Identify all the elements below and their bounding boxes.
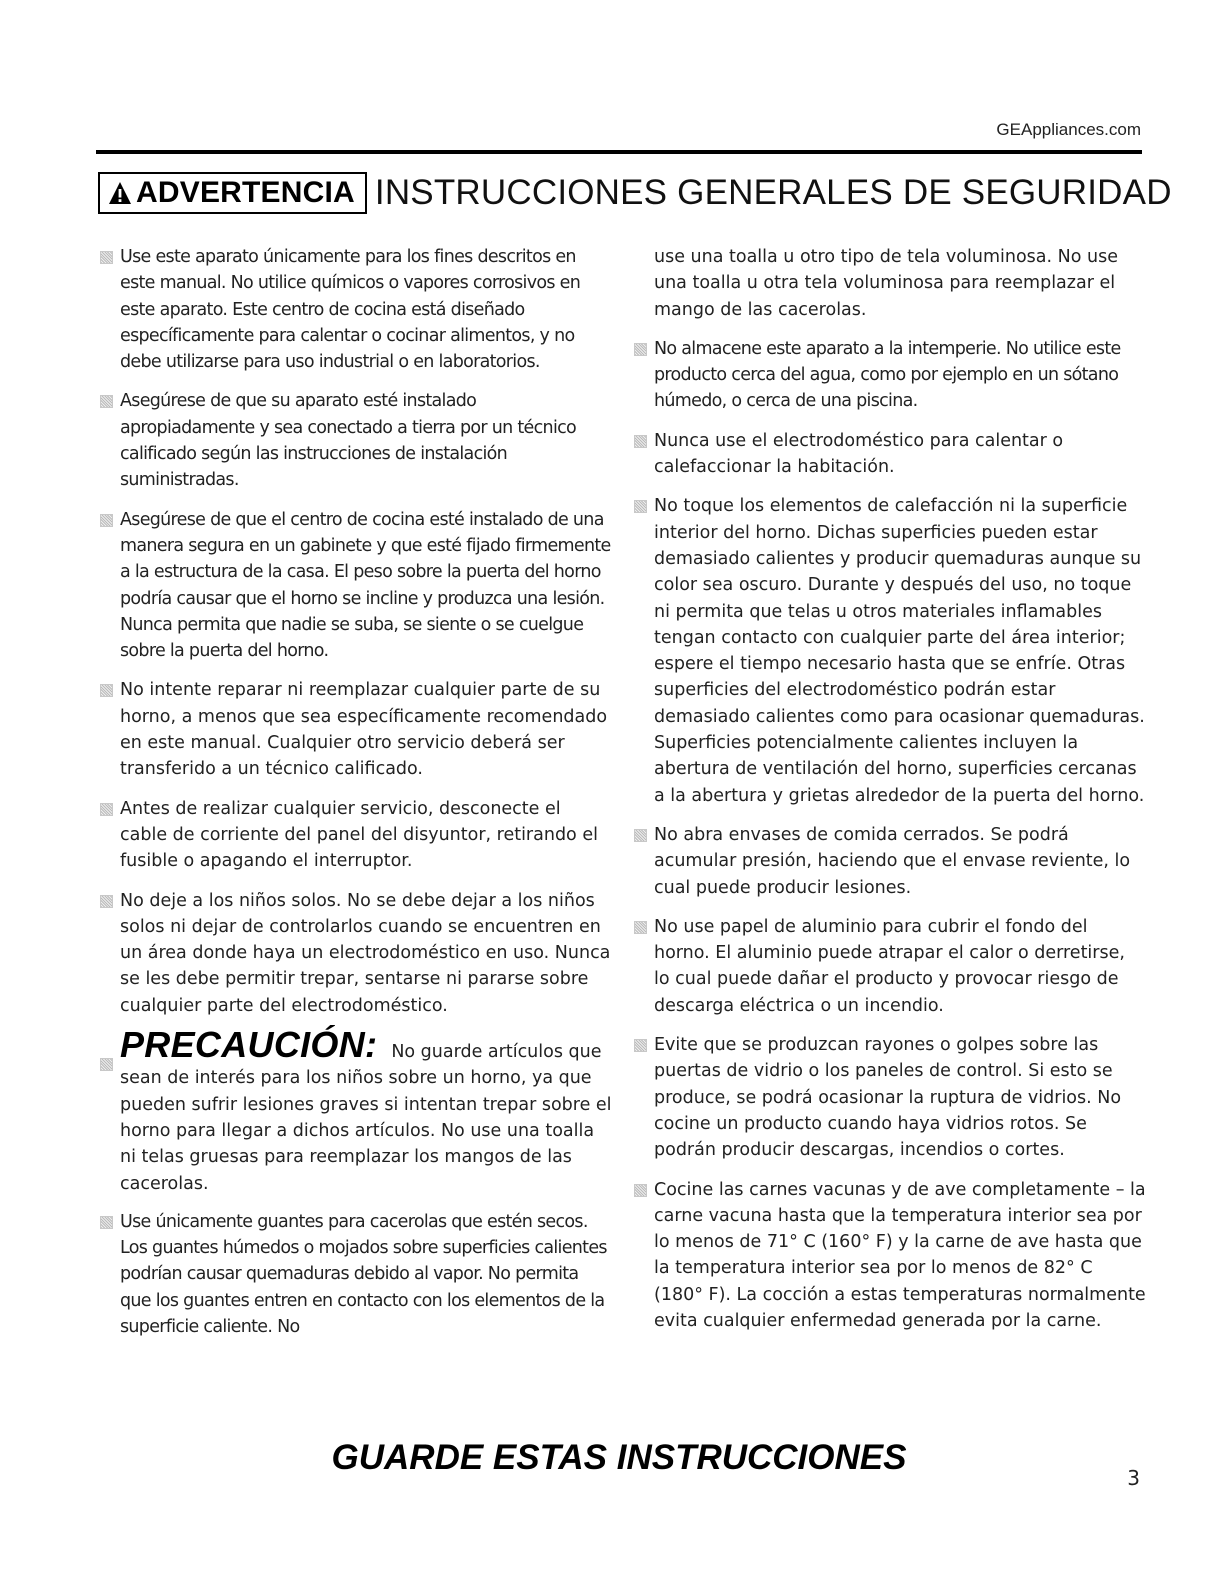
item-text: Cocine las carnes vacunas y de ave completamente – la carne vacuna hasta que la temperatura interior sea por lo menos de 71° C (160° F) y la carne de ave hasta que la temperatura interior sea por lo menos de 82° C (180° F). La cocción a estas temperaturas normalmente evita cualquier enfermedad generada por la carne. xyxy=(654,1179,1146,1331)
footer-title: GUARDE ESTAS INSTRUCCIONES xyxy=(331,1438,907,1477)
item-text: Nunca use el electrodoméstico para calentar o calefaccionar la habitación. xyxy=(654,430,1064,478)
item-text: Use únicamente guantes para cacerolas que estén secos. Los guantes húmedos o mojados sobre superficies calientes podrían causar quemaduras debido al vapor. No permita que los guantes entren en contacto con los elementos de la superficie caliente. No xyxy=(120,1211,607,1337)
checkbox-bullet-icon xyxy=(100,1216,113,1229)
list-item xyxy=(634,428,1146,481)
list-item xyxy=(634,336,1146,415)
item-text: Asegúrese de que su aparato esté instalado apropiadamente y sea conectado a tierra por un técnico calificado según las instrucciones de instalación suministradas. xyxy=(120,391,577,491)
checkbox-bullet-icon xyxy=(100,1058,113,1071)
checkbox-bullet-icon xyxy=(634,500,647,513)
checkbox-bullet-icon xyxy=(100,803,113,816)
list-item xyxy=(634,1177,1146,1335)
list-item xyxy=(100,507,612,665)
checkbox-bullet-icon xyxy=(634,343,647,356)
list-item xyxy=(634,914,1146,1019)
checkbox-bullet-icon xyxy=(100,395,113,408)
checkbox-bullet-icon xyxy=(634,1039,647,1052)
caution-word: PRECAUCIÓN: xyxy=(120,1024,378,1066)
item-text: No deje a los niños solos. No se debe dejar a los niños solos ni dejar de controlarlos cuando se encuentren en un área donde haya un electrodoméstico en uso. Nunca se les debe permitir trepar, sentarse ni pararse sobre cualquier parte del electrodoméstico. xyxy=(120,890,611,1016)
warning-box xyxy=(98,172,367,214)
checkbox-bullet-icon xyxy=(634,1184,647,1197)
list-item xyxy=(100,244,612,375)
checkbox-bullet-icon xyxy=(634,921,647,934)
item-text: Asegúrese de que el centro de cocina esté instalado de una manera segura en un gabinete y que esté fijado firmemente a la estructura de la casa. El peso sobre la puerta del horno podría causar que el horno se incline y produzca una lesión. Nunca permita que nadie se suba, se siente o se cuelgue sobre la puerta del horno. xyxy=(120,509,611,662)
warning-triangle-icon xyxy=(108,181,132,205)
item-text: No almacene este aparato a la intemperie. No utilice este producto cerca del agua, como por ejemplo en un sótano húmedo, o cerca de una piscina. xyxy=(654,338,1121,412)
checkbox-bullet-icon xyxy=(634,829,647,842)
header-rule xyxy=(96,150,1142,154)
warning-label: ADVERTENCIA xyxy=(136,176,355,209)
item-text: No abra envases de comida cerrados. Se podrá acumular presión, haciendo que el envase reviente, lo cual puede producir lesiones. xyxy=(654,824,1131,898)
right-column xyxy=(634,244,1146,1347)
checkbox-bullet-icon xyxy=(100,684,113,697)
checkbox-bullet-icon xyxy=(634,435,647,448)
item-text: use una toalla u otro tipo de tela voluminosa. No use una toalla u otra tela voluminosa para reemplazar el mango de las cacerolas. xyxy=(654,247,1118,320)
list-item xyxy=(634,822,1146,901)
list-item xyxy=(100,388,612,493)
title-row xyxy=(98,172,1172,214)
item-text: No intente reparar ni reemplazar cualquier parte de su horno, a menos que sea específicamente recomendado en este manual. Cualquier otro servicio deberá ser transferido a un técnico calificado. xyxy=(120,680,608,780)
checkbox-bullet-icon xyxy=(100,895,113,908)
checkbox-bullet-icon xyxy=(100,251,113,264)
list-item xyxy=(100,1209,612,1340)
page-number: 3 xyxy=(1127,1466,1140,1490)
list-item xyxy=(100,677,612,782)
site-url: GEAppliances.com xyxy=(996,120,1141,139)
caution-text: No guarde artículos que sean de interés para los niños sobre un horno, ya que pueden sufrir lesiones graves si intentan trepar sobre el horno para llegar a dichos artículos. No use una toalla ni telas gruesas para reemplazar los mangos de las cacerolas. xyxy=(120,1042,612,1194)
list-item xyxy=(100,796,612,875)
list-item xyxy=(634,493,1146,809)
checkbox-bullet-icon xyxy=(100,514,113,527)
caution-block xyxy=(100,1024,612,1197)
item-text: Use este aparato únicamente para los fines descritos en este manual. No utilice químicos o vapores corrosivos en este aparato. Este centro de cocina está diseñado específicamente para calentar o cocinar alimentos, y no debe utilizarse para uso industrial o en laboratorios. xyxy=(120,247,581,373)
left-column xyxy=(100,244,612,1353)
item-text: Evite que se produzcan rayones o golpes sobre las puertas de vidrio o los paneles de control. Si esto se produce, se podrá ocasionar la ruptura de vidrios. No cocine un producto cuando haya vidrios rotos. Se podrán producir descargas, incendios o cortes. xyxy=(654,1035,1122,1161)
list-item-continued xyxy=(634,244,1146,323)
item-text: No use papel de aluminio para cubrir el fondo del horno. El aluminio puede atrapar el calor o derretirse, lo cual puede dañar el producto y provocar riesgo de descarga eléctrica o un incendio. xyxy=(654,916,1125,1016)
list-item xyxy=(634,1032,1146,1163)
list-item xyxy=(100,888,612,1019)
page-title: INSTRUCCIONES GENERALES DE SEGURIDAD xyxy=(374,173,1172,212)
item-text: Antes de realizar cualquier servicio, desconecte el cable de corriente del panel del disyuntor, retirando el fusible o apagando el interruptor. xyxy=(120,798,598,872)
item-text: No toque los elementos de calefacción ni la superficie interior del horno. Dichas superficies pueden estar demasiado calientes y producir quemaduras aunque su color sea oscuro. Durante y después del uso, no toque ni permita que telas u otros materiales inflamables tengan contacto con cualquier parte del área interior; espere el tiempo necesario hasta que se enfríe. Otras superficies del electrodoméstico podrán estar demasiado calientes como para ocasionar quemaduras. Superficies potencialmente calientes incluyen la abertura de ventilación del horno, superficies cercanas a la abertura y grietas alrededor de la puerta del horno. xyxy=(654,496,1145,806)
